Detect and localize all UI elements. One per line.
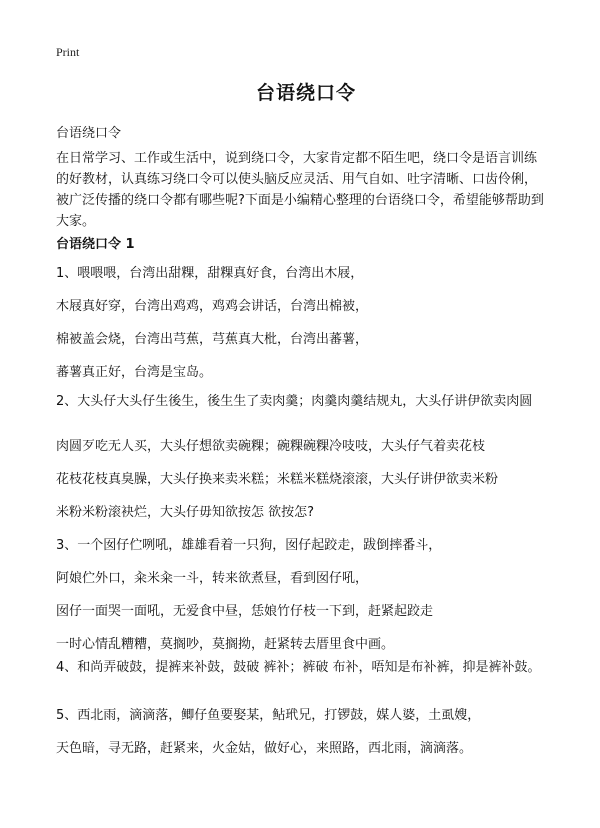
poem-line: 木屐真好穿，台湾出鸡鸡，鸡鸡会讲话，台湾出棉被，	[56, 299, 369, 314]
poem-line: 4、和尚弄破鼓，提裤来补鼓，鼓破 裤补；裤破 布补，唔知是布补裤，抑是裤补鼓。	[56, 660, 541, 675]
poem-line: 3、一个囡仔伫咧吼，雄雄看着一只狗，囡仔起跤走，跋倒摔番斗，	[56, 538, 442, 553]
poem-line: 天色暗，寻无路，赶紧来，火金姑，做好心，来照路，西北雨，滴滴落。	[56, 741, 473, 756]
poem-line: 阿娘伫外口，籴米籴一斗，转来欲煮昼，看到囡仔吼，	[56, 571, 369, 586]
poem-line: 米粉米粉滚袂烂，大头仔毋知欲按怎 欲按怎?	[56, 505, 315, 520]
page-title: 台语绕口令	[255, 82, 356, 104]
poem-line: 肉圆歹吃无人买，大头仔想欲卖碗粿；碗粿碗粿冷吱吱，大头仔气着卖花枝	[56, 439, 486, 454]
poem-line: 5、西北雨，滴滴落，鲫仔鱼要娶某，鲇玳兄，打锣鼓，媒人婆，土虱嫂，	[56, 708, 481, 723]
poem-line: 囡仔一面哭一面吼，无爱食中昼，恁娘竹仔枝一下到，赶紧起跤走	[56, 604, 434, 619]
print-label[interactable]: Print	[56, 45, 80, 59]
section-heading: 台语绕口令 1	[56, 237, 135, 252]
subtitle: 台语绕口令	[56, 126, 122, 141]
poem-line: 蕃薯真正好，台湾是宝岛。	[56, 365, 213, 380]
poem-line: 棉被盖会烧，台湾出芎蕉，芎蕉真大枇，台湾出蕃薯，	[56, 332, 369, 347]
poem-line: 一时心情乱糟糟，莫搁吵，莫搁拗，赶紧转去厝里食中画。	[56, 637, 395, 652]
poem-line: 2、大头仔大头仔生後生，後生生了卖肉羹；肉羹肉羹结规丸，大头仔讲伊欲卖肉圆	[56, 394, 533, 409]
poem-line: 花枝花枝真臭臊，大头仔换来卖米糕；米糕米糕烧滚滚，大头仔讲伊欲卖米粉	[56, 472, 499, 487]
poem-line: 1、喂喂喂，台湾出甜粿，甜粿真好食，台湾出木屐，	[56, 266, 364, 281]
intro-paragraph: 在日常学习、工作或生活中，说到绕口令，大家肯定都不陌生吧，绕口令是语言训练的好教材，认真练习绕口令可以使头脑反应灵活、用气自如、吐字清晰、口齿伶俐，被广泛传播的绕口令都有哪些呢?下面是小编精心整理的台语绕口令，希望能够帮助到大家。	[56, 151, 544, 229]
